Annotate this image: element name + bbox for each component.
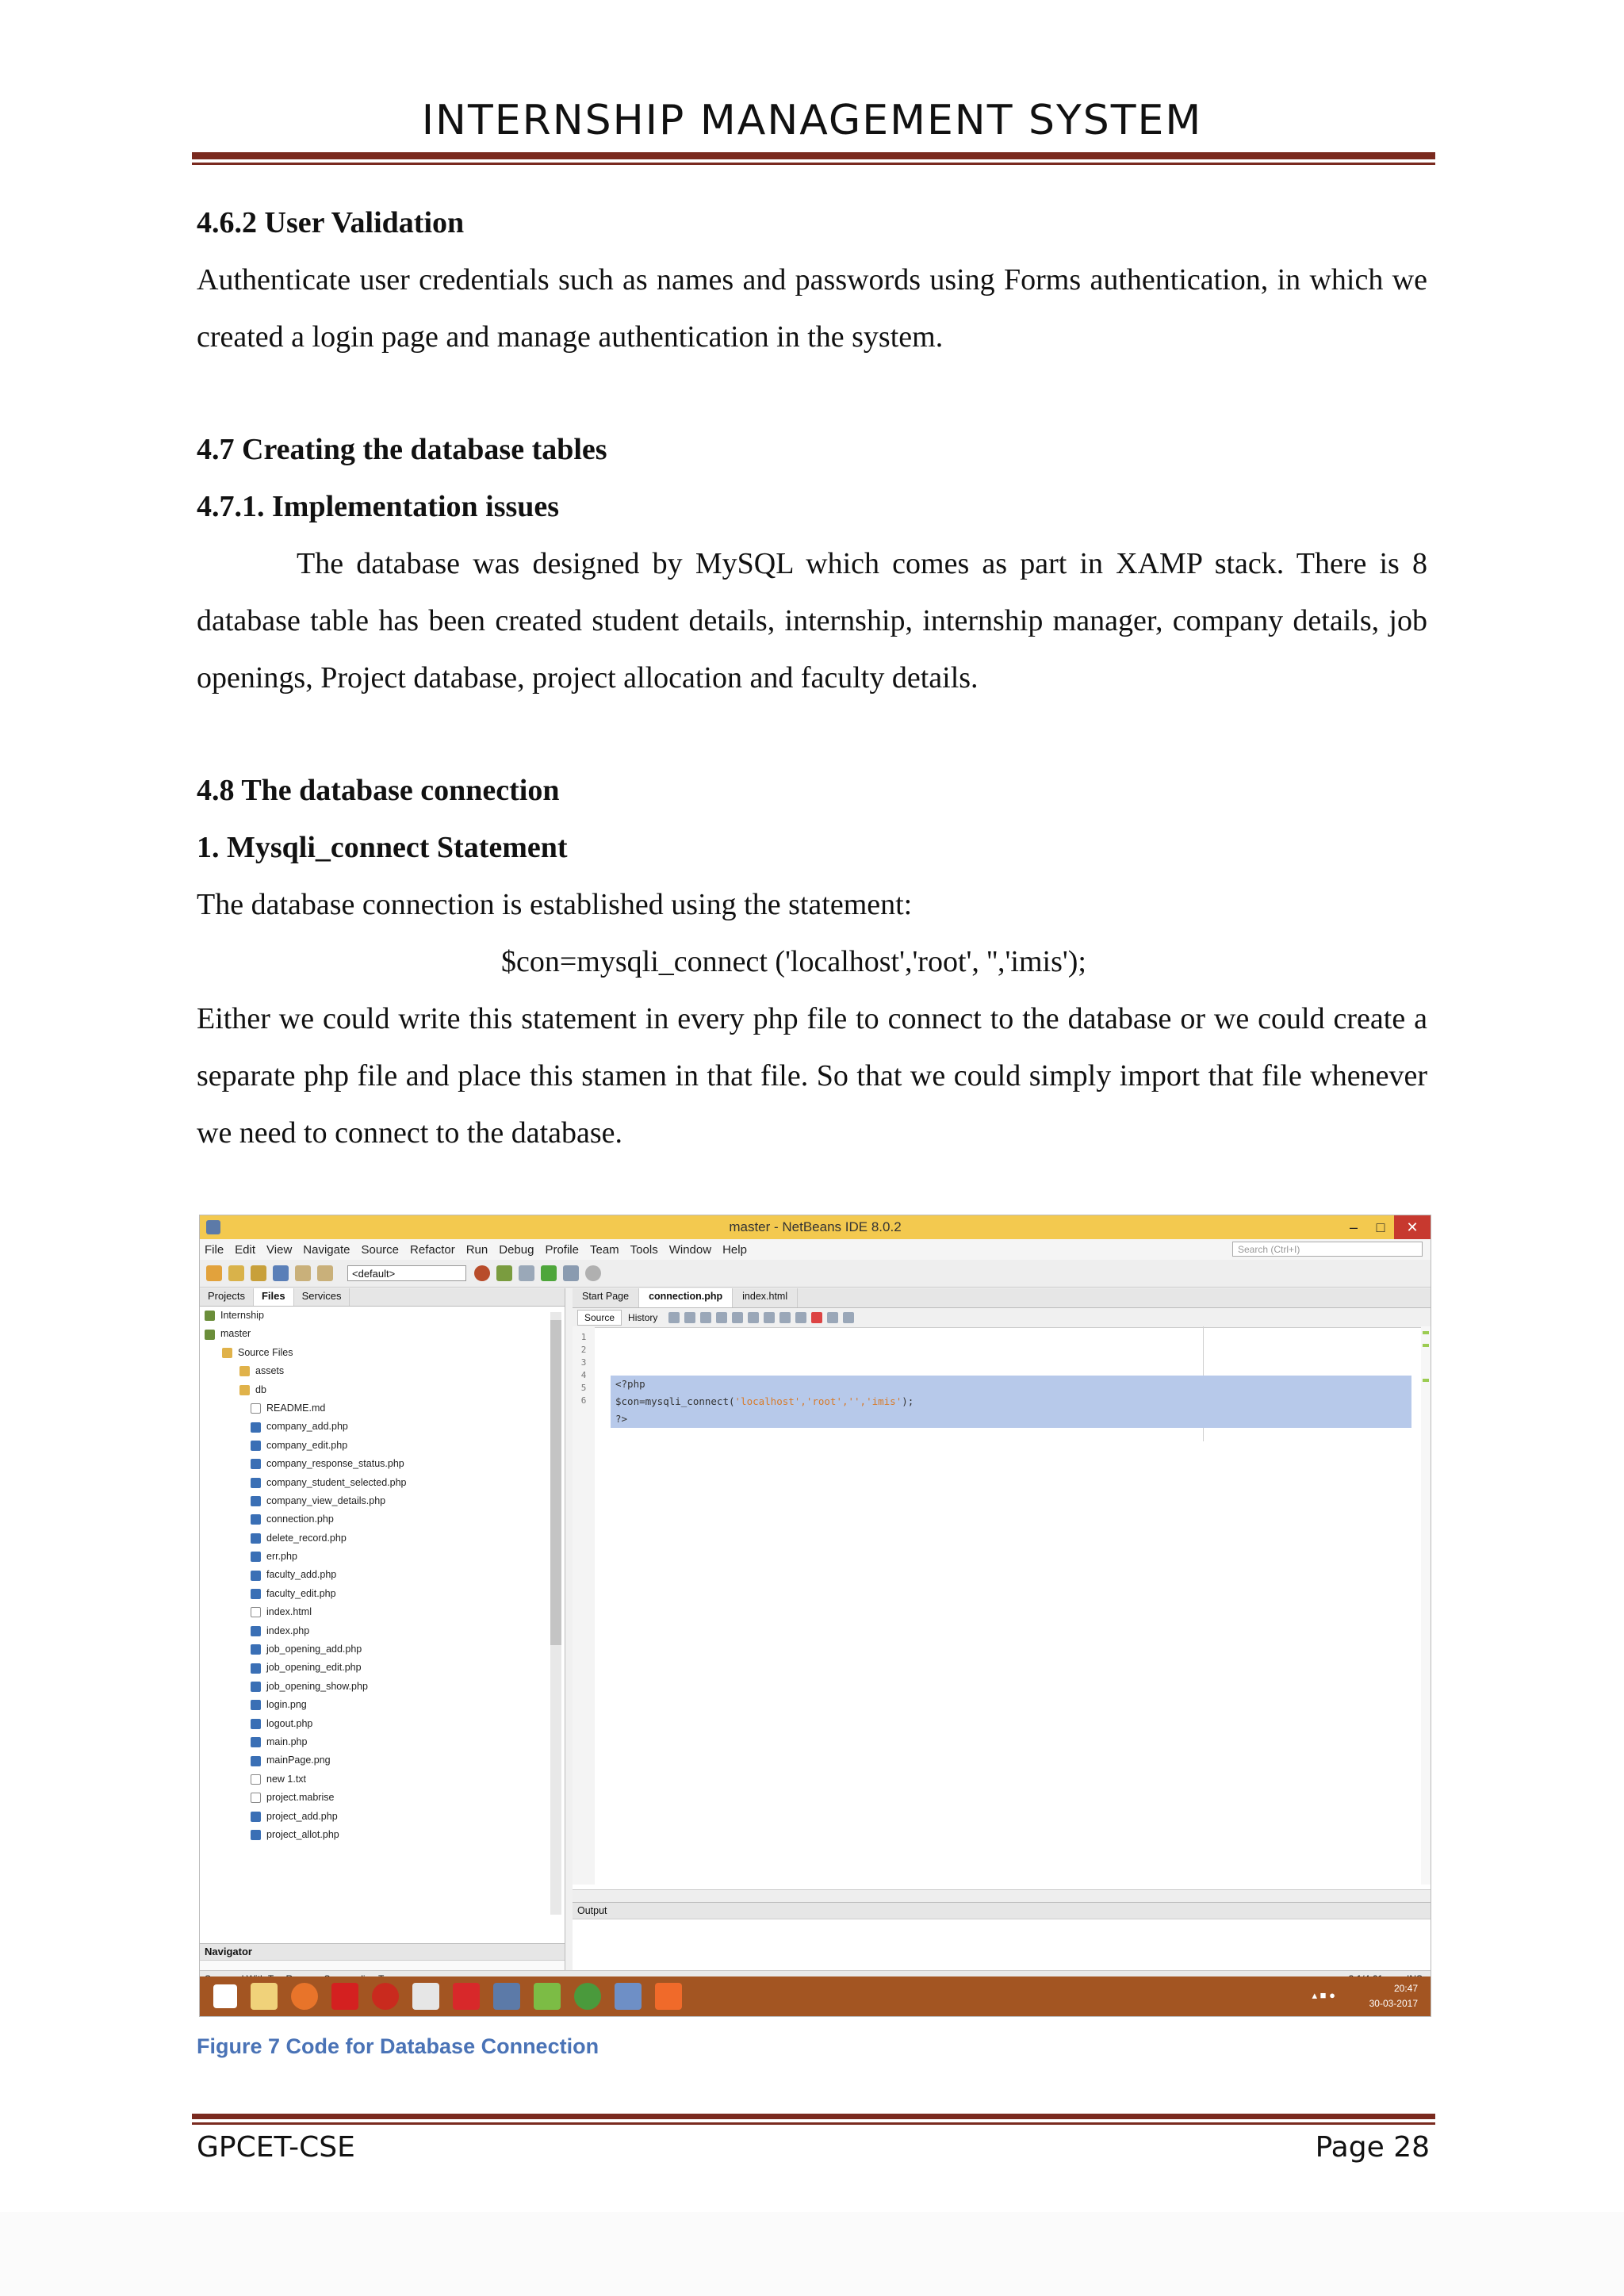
media-icon[interactable] (615, 1983, 642, 2010)
php-file-icon (251, 1682, 261, 1692)
php-file-icon (251, 1514, 261, 1525)
run-icon[interactable] (541, 1265, 557, 1281)
clock-date: 30-03-2017 (1369, 1998, 1418, 2009)
tab-navigator[interactable]: Navigator (200, 1944, 565, 1961)
php-file-icon (251, 1459, 261, 1469)
php-file-icon (251, 1737, 261, 1747)
tree-node[interactable]: db (200, 1381, 565, 1399)
windows-taskbar (200, 1976, 1431, 2016)
code-line: <?php (615, 1378, 645, 1390)
header-title: INTERNSHIP MANAGEMENT SYSTEM (421, 97, 1203, 144)
toggle-highlight-icon[interactable] (748, 1312, 759, 1323)
php-file-icon (251, 1589, 261, 1599)
tab-connection-php[interactable]: connection.php (639, 1288, 733, 1307)
section-heading-user-validation: 4.6.2 User Validation (197, 206, 465, 239)
tree-node[interactable]: project_allot.php (200, 1826, 565, 1844)
back-icon[interactable] (668, 1312, 680, 1323)
connection-intro-paragraph: The database connection is established using the statement: (197, 888, 913, 921)
xampp-icon[interactable] (655, 1983, 682, 2010)
netbeans-taskbar-icon[interactable] (493, 1983, 520, 2010)
tree-node[interactable]: company_student_selected.php (200, 1474, 565, 1492)
menu-source[interactable]: Source (361, 1242, 400, 1257)
tree-node[interactable]: company_view_details.php (200, 1492, 565, 1510)
windows-start-icon[interactable] (213, 1984, 237, 2008)
menu-profile[interactable]: Profile (545, 1242, 579, 1257)
firefox-icon[interactable] (291, 1983, 318, 2010)
error-stripe[interactable] (1421, 1326, 1431, 1885)
app-icon[interactable] (331, 1983, 358, 2010)
tree-node[interactable]: assets (200, 1362, 565, 1380)
clock[interactable] (1369, 1981, 1418, 2011)
projects-pane-tabs (200, 1288, 565, 1307)
tab-index-html[interactable]: index.html (733, 1288, 798, 1307)
record-macro-icon[interactable] (811, 1312, 822, 1323)
clean-build-icon[interactable] (519, 1265, 534, 1281)
tree-node[interactable]: index.html (200, 1603, 565, 1621)
tree-node[interactable]: new 1.txt (200, 1770, 565, 1789)
tree-scrollbar[interactable] (550, 1312, 561, 1915)
new-file-icon[interactable] (206, 1265, 222, 1281)
file-explorer-icon[interactable] (251, 1983, 278, 2010)
netbeans-screenshot (199, 1215, 1431, 2017)
main-content (197, 194, 1427, 1161)
menu-window[interactable]: Window (668, 1242, 712, 1257)
file-icon (251, 1403, 261, 1414)
image-file-icon (251, 1700, 261, 1710)
php-file-icon (251, 1478, 261, 1488)
menu-bar (200, 1239, 1431, 1260)
section-heading-database-tables: 4.7 Creating the database tables (197, 433, 607, 466)
find-next-icon[interactable] (732, 1312, 743, 1323)
connection-explanation-paragraph: Either we could write this statement in every php file to connect to the database or we could create a separate php file and place this stamen in that file. So that we could simply import that file whenever we need to connect to the database. (197, 1002, 1427, 1150)
save-all-icon[interactable] (273, 1265, 289, 1281)
menu-run[interactable]: Run (465, 1242, 488, 1257)
footer-rule (192, 2114, 1435, 2125)
opera-icon[interactable] (372, 1983, 399, 2010)
tree-node[interactable]: job_opening_add.php (200, 1640, 565, 1659)
php-file-icon (251, 1626, 261, 1636)
section-heading-database-connection: 4.8 The database connection (197, 774, 560, 807)
minimize-icon[interactable]: – (1349, 1219, 1358, 1235)
line-number: 5 (580, 1383, 587, 1393)
open-project-icon[interactable] (251, 1265, 266, 1281)
redo-icon[interactable] (317, 1265, 333, 1281)
ide-search-input[interactable]: Search (Ctrl+I) (1232, 1242, 1423, 1257)
tree-node[interactable]: Source Files (200, 1344, 565, 1362)
shift-right-icon[interactable] (795, 1312, 806, 1323)
tree-node[interactable]: company_add.php (200, 1418, 565, 1436)
tree-node[interactable]: job_opening_edit.php (200, 1659, 565, 1677)
tree-node[interactable]: index.php (200, 1622, 565, 1640)
uncomment-icon[interactable] (843, 1312, 854, 1323)
menu-team[interactable]: Team (589, 1242, 619, 1257)
tree-node[interactable]: project_add.php (200, 1808, 565, 1826)
line-number: 3 (580, 1357, 587, 1368)
file-icon (251, 1793, 261, 1803)
build-icon[interactable] (496, 1265, 512, 1281)
figure-caption: Figure 7 Code for Database Connection (197, 2034, 599, 2058)
editor-toolbar (573, 1308, 1431, 1328)
code-editor (573, 1288, 1431, 1889)
system-tray-icons[interactable]: ▴ ■ ● (1312, 1989, 1335, 2001)
code-selection[interactable] (611, 1376, 1411, 1428)
find-prev-icon[interactable] (716, 1312, 727, 1323)
php-file-icon (251, 1719, 261, 1729)
footer-page-number: Page 28 (1315, 2131, 1430, 2164)
php-file-icon (251, 1644, 261, 1655)
php-file-icon (251, 1812, 261, 1822)
tree-node[interactable]: err.php (200, 1548, 565, 1566)
profile-icon[interactable] (585, 1265, 601, 1281)
php-file-icon (251, 1830, 261, 1840)
tab-output[interactable]: Output (573, 1903, 1431, 1919)
tree-node[interactable]: delete_record.php (200, 1529, 565, 1548)
tree-node[interactable]: company_edit.php (200, 1437, 565, 1455)
window-titlebar (200, 1215, 1431, 1239)
tree-node[interactable]: main.php (200, 1733, 565, 1751)
php-file-icon (251, 1663, 261, 1674)
shift-left-icon[interactable] (779, 1312, 791, 1323)
user-validation-paragraph: Authenticate user credentials such as names and passwords using Forms authentication, in which we created a login page and manage authentication in the system. (197, 263, 1427, 354)
menu-navigate[interactable]: Navigate (303, 1242, 350, 1257)
code-line: $con=mysqli_connect('localhost','root','','imis'); (615, 1395, 914, 1407)
menu-tools[interactable]: Tools (630, 1242, 658, 1257)
tree-node[interactable]: connection.php (200, 1510, 565, 1529)
tab-files[interactable]: Files (254, 1288, 294, 1306)
connection-statement: $con=mysqli_connect ('localhost','root', '','imis'); (501, 945, 1086, 978)
tree-node[interactable]: faculty_add.php (200, 1566, 565, 1584)
html-file-icon (251, 1607, 261, 1617)
tree-node[interactable]: mainPage.png (200, 1751, 565, 1770)
new-project-icon[interactable] (228, 1265, 244, 1281)
projects-pane (200, 1288, 565, 1943)
line-number: 2 (580, 1345, 587, 1355)
tree-node[interactable]: README.md (200, 1399, 565, 1418)
folder-icon (239, 1366, 250, 1376)
tab-services[interactable]: Services (294, 1288, 350, 1306)
implementation-paragraph: The database was designed by MySQL which comes as part in XAMP stack. There is 8 database table has been created student details, internship, internship manager, company details, job openings, Project database, project allocation and faculty details. (197, 547, 1427, 695)
subheading-mysqli-connect: 1. Mysqli_connect Statement (197, 831, 568, 864)
line-number: 6 (580, 1395, 587, 1406)
php-file-icon (251, 1552, 261, 1562)
tree-node[interactable]: login.png (200, 1696, 565, 1714)
notepad-icon[interactable] (534, 1983, 561, 2010)
config-select[interactable]: <default> (347, 1265, 466, 1281)
php-file-icon (251, 1422, 261, 1433)
maximize-icon[interactable]: □ (1376, 1219, 1385, 1235)
tab-start-page[interactable]: Start Page (573, 1288, 639, 1307)
menu-debug[interactable]: Debug (499, 1242, 534, 1257)
editor-horizontal-scrollbar[interactable] (573, 1889, 1431, 1903)
php-file-icon (251, 1441, 261, 1451)
line-number: 1 (580, 1332, 587, 1342)
menu-edit[interactable]: Edit (235, 1242, 256, 1257)
php-file-icon (251, 1533, 261, 1544)
clock-time: 20:47 (1393, 1983, 1418, 1994)
menu-help[interactable]: Help (722, 1242, 747, 1257)
tree-node[interactable]: logout.php (200, 1715, 565, 1733)
debug-icon[interactable] (563, 1265, 579, 1281)
folder-icon (222, 1348, 232, 1358)
subheading-implementation-issues: 4.7.1. Implementation issues (197, 490, 560, 523)
close-icon[interactable]: ✕ (1394, 1215, 1431, 1239)
acrobat-icon[interactable] (453, 1983, 480, 2010)
folder-icon (239, 1385, 250, 1395)
document-icon[interactable] (412, 1983, 439, 2010)
image-file-icon (251, 1756, 261, 1766)
tree-node[interactable]: Internship (200, 1307, 565, 1325)
header-rule (192, 152, 1435, 165)
window-title: master - NetBeans IDE 8.0.2 (729, 1219, 902, 1234)
ide-toolbar (200, 1260, 1431, 1288)
browser-icon[interactable] (474, 1265, 490, 1281)
text-file-icon (251, 1774, 261, 1785)
bottom-margin (0, 2212, 1624, 2296)
menu-file[interactable]: File (205, 1242, 224, 1257)
tree-node[interactable]: faculty_edit.php (200, 1585, 565, 1603)
project-icon (205, 1311, 215, 1321)
tree-node[interactable]: project.mabrise (200, 1789, 565, 1807)
php-file-icon (251, 1571, 261, 1581)
line-number-gutter (573, 1326, 595, 1885)
menu-refactor[interactable]: Refactor (410, 1242, 455, 1257)
code-line: ?> (615, 1413, 628, 1425)
editor-tabs (573, 1288, 1431, 1308)
tab-history[interactable]: History (628, 1312, 658, 1323)
php-file-icon (251, 1496, 261, 1506)
menu-view[interactable]: View (266, 1242, 293, 1257)
chrome-icon[interactable] (574, 1983, 601, 2010)
undo-icon[interactable] (295, 1265, 311, 1281)
bookmark-icon[interactable] (764, 1312, 775, 1323)
tree-node[interactable]: job_opening_show.php (200, 1678, 565, 1696)
footer-department: GPCET-CSE (197, 2131, 355, 2164)
tab-projects[interactable]: Projects (200, 1288, 254, 1306)
line-number: 4 (580, 1370, 587, 1380)
tree-node[interactable]: master (200, 1325, 565, 1343)
find-icon[interactable] (700, 1312, 711, 1323)
tab-source[interactable]: Source (577, 1310, 622, 1326)
comment-icon[interactable] (827, 1312, 838, 1323)
forward-icon[interactable] (684, 1312, 695, 1323)
file-tree (200, 1307, 565, 1844)
tree-node[interactable]: company_response_status.php (200, 1455, 565, 1473)
project-icon (205, 1330, 215, 1340)
